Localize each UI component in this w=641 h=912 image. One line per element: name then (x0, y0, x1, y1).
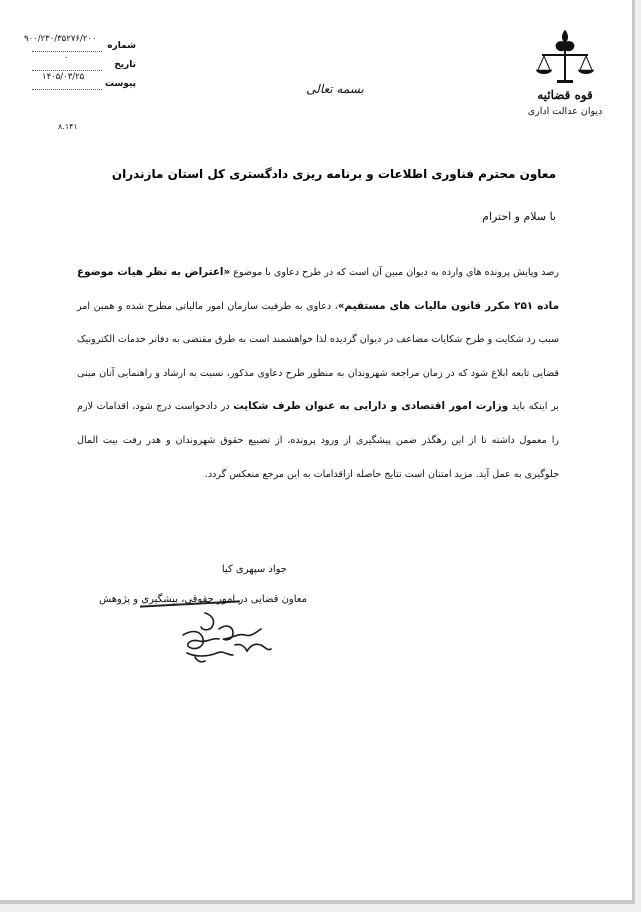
attachment-value: ۱۴۰۵/۰۳/۲۵ (42, 72, 85, 82)
signatory-name: جواد سپهری کیا (221, 564, 287, 575)
letterhead-logo (522, 28, 608, 117)
page-code: ۸.۱۴۱ (58, 122, 78, 131)
attachment-row (24, 72, 136, 98)
number-dotted-line (32, 51, 102, 52)
attachment-label: پیوست (104, 79, 136, 89)
judiciary-emblem-icon (530, 28, 600, 86)
date-value: ۰ (64, 53, 69, 63)
letter-body (77, 256, 559, 491)
body-part-1: رصد وپایش پرونده های وارده به دیوان مبین آن است که در طرح دعاوی با موضوع (233, 267, 559, 278)
body-part-5: در دادخواست درج شود، اقدامات لازم را معمول داشته تا از این رهگذر ضمن پیشگیری از ورود پرونده، از تضییع حقوق شهروندان و هدر رفت بیت المال جلوگیری به عمل آید. مزید امتنان است نتایج حاصله ازاقدامات به این مرجع منعکس گردد. (77, 401, 559, 480)
recipient-line: معاون محترم فناوری اطلاعات و برنامه ریزی دادگستری کل استان مازندران (111, 167, 556, 181)
handwritten-signature (175, 605, 285, 667)
number-value: ۹۰۰/۲۳۰/۳۵۲۷۶/۲۰۰ (24, 34, 97, 44)
date-label: تاریخ (114, 60, 136, 70)
number-label: شماره (107, 41, 136, 51)
signatory-title: معاون قضایی در امور حقوقی، پیشگیری و پژوهش (98, 594, 307, 605)
department-name: دیوان عدالت اداری (527, 106, 603, 117)
letter-metadata (24, 34, 136, 98)
number-row (24, 34, 136, 60)
greeting: با سلام و احترام (482, 210, 556, 223)
date-dotted-line (32, 70, 102, 71)
invocation-heading: بسمه تعالی (306, 82, 364, 96)
body-subject-emphasis: «اعتراض به نظر هیات موضوع ماده ۲۵۱ مکرر قانون مالیات های مستقیم» (77, 266, 559, 312)
organization-name: قوه قضائیه (537, 88, 593, 102)
body-respondent-emphasis: وزارت امور اقتصادی و دارایی به عنوان طرف شکایت (233, 400, 509, 413)
body-part-3: ، دعاوی به طرفیت سازمان امور مالیاتی مطرح شده و همین امر سبب رد شکایت و طرح شکایات مضاعف در دیوان گردیده لذا خواهشمند است به طرق مقتضی به دفاتر خدمات الکترونیک قضایی تابعه ابلاغ شود که در زمان مراجعه شهروندان به منظور طرح دعاوی مذکور، نسبت به ارشاد و راهنمایی آنان مبنی بر اینکه باید (77, 300, 559, 413)
attachment-dotted-line (32, 89, 102, 90)
